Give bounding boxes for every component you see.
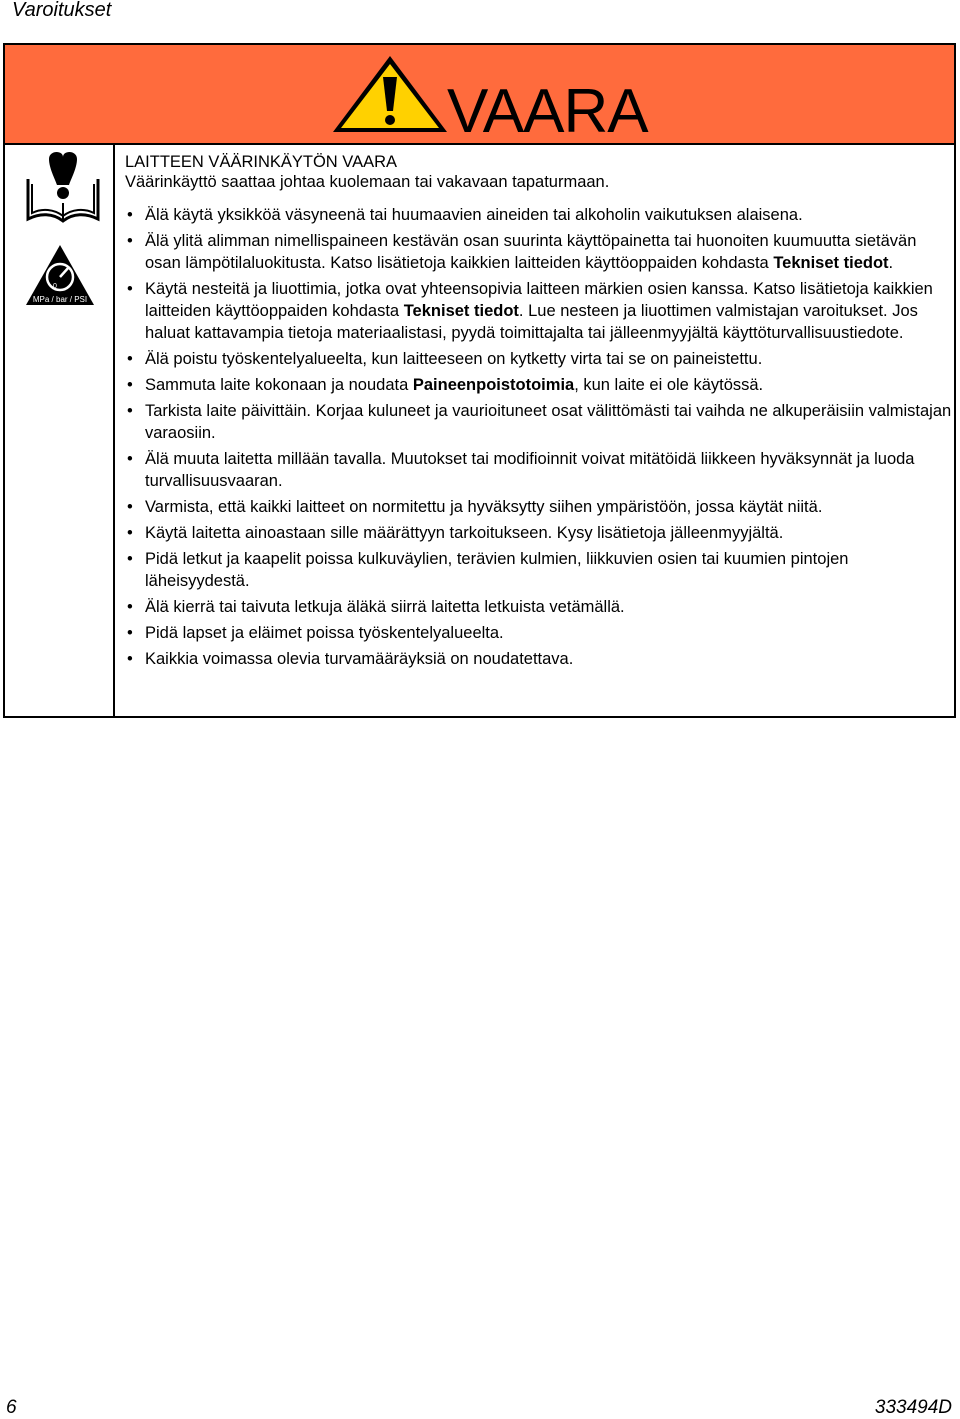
section-title: Varoitukset: [12, 0, 112, 21]
icon-column: [5, 145, 115, 716]
warning-header: [5, 45, 954, 145]
list-item: • Pidä letkut ja kaapelit poissa kulkuväylien, terävien kulmien, liikkuvien osien tai kuumien pintojen läheisyydestä.: [125, 548, 953, 592]
procedure-reference: Paineenpoistotoimia: [412, 376, 575, 394]
spec-reference: Tekniset tiedot: [403, 302, 519, 320]
read-manual-icon: [23, 151, 103, 227]
list-item: • Älä muuta laitetta millään tavalla. Muutokset tai modifioinnit voivat mitätöidä liikkeen hyväksynnät ja luoda turvallisuusvaaran.: [125, 448, 953, 492]
warning-header-title: VAARA: [447, 77, 648, 146]
spec-reference: Tekniset tiedot: [773, 254, 889, 272]
list-item: • Käytä laitetta ainoastaan sille määrättyyn tarkoitukseen. Kysy lisätietoja jälleenmyyjältä.: [125, 522, 953, 544]
hazard-subtitle: Väärinkäyttö saattaa johtaa kuolemaan tai vakavaan tapaturmaan.: [125, 173, 610, 191]
hazard-bullet-list: [125, 204, 953, 670]
document-number: 333494D: [874, 1397, 952, 1418]
warning-box: [3, 43, 956, 718]
list-item: • Varmista, että kaikki laitteet on normitettu ja hyväksytty siihen ympäristöön, jossa käytät niitä.: [125, 496, 953, 518]
list-item: • Älä käytä yksikköä väsyneenä tai huumaavien aineiden tai alkoholin vaikutuksen alaisena.: [125, 204, 953, 226]
list-item: • Käytä nesteitä ja liuottimia, jotka ovat yhteensopivia laitteen märkien osien kanssa. Katso lisätietoja kaikkien laitteiden käyttöoppaiden kohdasta Tekniset tiedot. Lue nesteen ja liuottimen valmistajan varoitukset. Jos haluat kattavampia tietoja materiaalistasi, pyydä toimittajalta tai jälleenmyyjältä käyttöturvallisuustiedote.: [125, 278, 953, 344]
pressure-units-label: MPa / bar / PSI: [32, 295, 88, 304]
warning-content: [125, 152, 953, 674]
warning-triangle-icon: [330, 53, 450, 135]
gauge-zero-label: 0: [53, 283, 57, 290]
page-number: 6: [6, 1397, 17, 1418]
list-item: • Älä poistu työskentelyalueelta, kun laitteeseen on kytketty virta tai se on paineistettu.: [125, 348, 953, 370]
list-item: • Sammuta laite kokonaan ja noudata Paineenpoistotoimia, kun laite ei ole käytössä.: [125, 374, 953, 396]
list-item: • Älä kierrä tai taivuta letkuja äläkä siirrä laitetta letkuista vetämällä.: [125, 596, 953, 618]
list-item: • Kaikkia voimassa olevia turvamääräyksiä on noudatettava.: [125, 648, 953, 670]
list-item: • Pidä lapset ja eläimet poissa työskentelyalueelta.: [125, 622, 953, 644]
list-item: • Tarkista laite päivittäin. Korjaa kuluneet ja vaurioituneet osat välittömästi tai vaihda ne alkuperäisiin valmistajan varaosiin.: [125, 400, 953, 444]
hazard-title: LAITTEEN VÄÄRINKÄYTÖN VAARA: [125, 153, 398, 171]
pressure-gauge-icon: [25, 243, 95, 307]
list-item: • Älä ylitä alimman nimellispaineen kestävän osan suurinta käyttöpainetta tai huonoiten kuumuutta sietävän osan lämpötilaluokitusta. Katso lisätietoja kaikkien laitteiden käyttöoppaiden kohdasta Tekniset tiedot.: [125, 230, 953, 274]
